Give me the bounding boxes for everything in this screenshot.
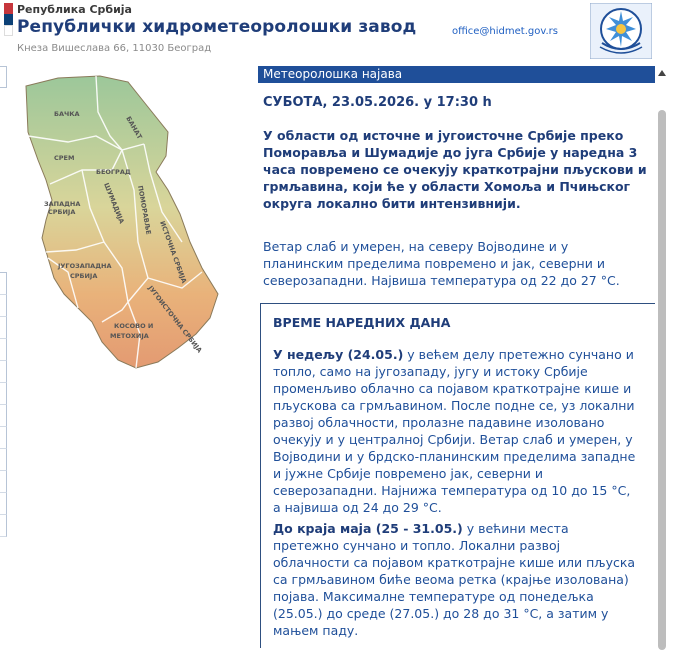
rest-label: До краја маја (25 - 31.05.) [273,521,463,536]
email-link[interactable]: office@hidmet.gov.rs [452,26,559,37]
forecast-panel-title: Метеоролошка најава [258,66,655,83]
region-kosovo[interactable]: КОСОВО И [114,322,154,330]
scrollbar[interactable] [655,66,670,650]
scrollbar-thumb[interactable] [658,110,666,650]
region-istocna-srbija[interactable]: ИСТОЧНА СРБИЈА [158,219,189,285]
forecast-date: СУБОТА, 23.05.2026. у 17:30 h [263,95,492,110]
serbian-flag-icon [4,3,13,36]
sidebar-rows [0,272,7,533]
region-jugoistocna-srbija[interactable]: ЈУГОИСТОЧНА СРБИЈА [146,284,204,355]
region-beograd[interactable]: БЕОГРАД [96,168,131,176]
forecast-panel [258,83,655,650]
next-days-box [260,303,655,648]
serbia-regions-map[interactable] [18,72,254,372]
sunday-label: У недељу (24.05.) [273,347,404,362]
next-days-title: ВРЕМЕ НАРЕДНИХ ДАНА [273,315,451,330]
forecast-wind-text: Ветар слаб и умерен, на северу Војводине и у планинским пределима повремено и јак, северни и северозападни. Највиша температура од 22 до 27 °C. [263,239,620,288]
region-metohija[interactable]: МЕТОХИЈА [110,332,149,340]
region-backa[interactable]: БАЧКА [54,110,80,118]
region-pomoravlje[interactable]: ПОМОРАВЉЕ [136,184,153,236]
address-text: Кнеза Вишеслава 66, 11030 Београд [17,43,212,54]
rest-of-may-forecast [273,520,638,639]
region-jugozapadna-srbija-2[interactable]: СРБИЈА [70,272,98,280]
region-banat[interactable]: БАНАТ [124,115,144,141]
scroll-up-arrow-icon[interactable] [658,70,666,76]
left-sidebar-strip [0,66,7,536]
sidebar-box [0,66,7,88]
region-zapadna-srbija-1[interactable]: ЗАПАДНА [44,200,81,208]
sunday-forecast [273,346,638,516]
rhmz-logo-icon[interactable] [590,3,652,59]
republic-label: Република Србија [17,3,132,16]
sunday-text: у већем делу претежно сунчано и топло, само на југозападу, југу и истоку Србије променљиво облачно са појавом краткотрајне кише и пљускова са грмљавином. После подне се, уз локални развој облачности, пролазне падавине изоловано очекују и у централној Србији. Ветар слаб и умерен, у Војводини и у брдско-планинским пределима западне и јужне Србије повремено јак, северни и северозападни. Најнижа температура од 10 до 15 °C, а највиша од 24 до 29 °C. [273,347,636,515]
rest-text: у већини места претежно сунчано и топло. Локални развој облачности са појавом краткотрајне кише или пљуска са грмљавином биће веома ретка (крајње изолована) појава. Максималне температуре од понедељка (25.05.) до среде (27.05.) до 28 до 31 °C, а затим у мањем паду. [273,521,636,638]
region-jugozapadna-srbija-1[interactable]: ЈУГОЗАПАДНА [58,262,112,270]
region-zapadna-srbija-2[interactable]: СРБИЈА [48,208,76,216]
region-sumadija[interactable]: ШУМАДИЈА [102,181,126,225]
site-header [0,0,680,62]
forecast-warning: У области од источне и југоисточне Србије преко Поморавља и Шумадије до југа Србије у наредна 3 часа повремено се очекују краткотрајни пљускови и грмљавина, који ће у области Хомоља и Пчињског округа локално бити интензивнији. [263,128,647,211]
region-srem[interactable]: СРЕМ [54,154,75,162]
institute-title[interactable]: Републички хидрометеоролошки завод [17,17,417,37]
